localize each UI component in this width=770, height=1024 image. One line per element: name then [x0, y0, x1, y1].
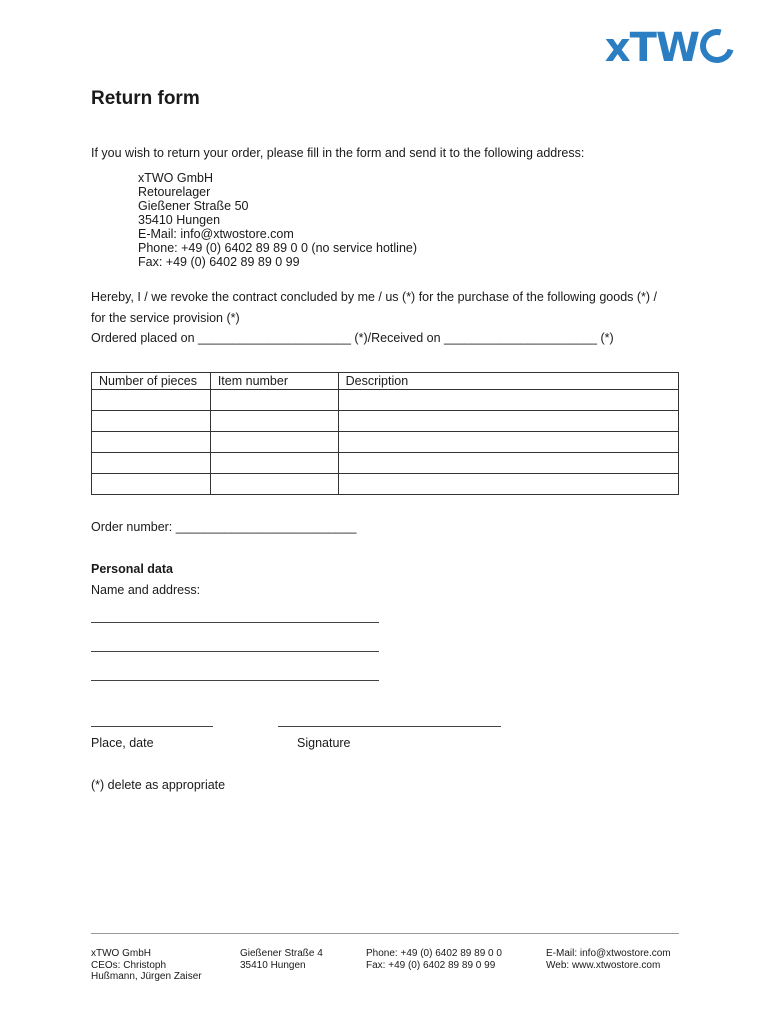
address-line: Gießener Straße 50 [138, 199, 249, 213]
page-title: Return form [91, 88, 200, 109]
ordered-received-line[interactable]: Ordered placed on ______________________ (*)/Received on ______________________ (*) [91, 331, 614, 345]
revoke-line-1: Hereby, I / we revoke the contract concluded by me / us (*) for the purchase of the following goods (*) / [91, 290, 658, 304]
signature-label: Signature [297, 736, 351, 750]
personal-data-heading: Personal data [91, 562, 173, 576]
table-row [92, 390, 679, 411]
col-header-description: Description [338, 373, 678, 390]
item-number-cell[interactable] [210, 432, 338, 453]
pieces-cell[interactable] [92, 432, 211, 453]
item-number-cell[interactable] [210, 390, 338, 411]
name-address-line-3[interactable] [91, 680, 379, 681]
col-header-pieces: Number of pieces [92, 373, 211, 390]
address-line: Retourelager [138, 185, 211, 199]
place-date-label: Place, date [91, 736, 154, 750]
item-number-cell[interactable] [210, 474, 338, 495]
footer-street [240, 948, 323, 971]
address-line: E-Mail: info@xtwostore.com [138, 227, 294, 241]
revoke-line-2: for the service provision (*) [91, 311, 240, 325]
goods-table [91, 372, 679, 495]
name-address-line-2[interactable] [91, 651, 379, 652]
footer-line[interactable]: Web: www.xtwostore.com [546, 959, 661, 971]
footer-line: Hußmann, Jürgen Zaiser [91, 971, 202, 982]
logo-text: xTW [604, 25, 699, 71]
footer-line: xTWO GmbH [91, 948, 151, 959]
description-cell[interactable] [338, 411, 678, 432]
col-header-item-number: Item number [210, 373, 338, 390]
address-line: Fax: +49 (0) 6402 89 89 0 99 [138, 255, 300, 269]
order-number-field[interactable]: Order number: __________________________ [91, 520, 357, 534]
table-row [92, 411, 679, 432]
xtwo-logo [604, 25, 734, 71]
table-row [92, 474, 679, 495]
delete-note: (*) delete as appropriate [91, 778, 226, 792]
footer-divider [91, 933, 679, 934]
pieces-cell[interactable] [92, 411, 211, 432]
name-address-line-1[interactable] [91, 622, 379, 623]
description-cell[interactable] [338, 453, 678, 474]
address-line: xTWO GmbH [138, 171, 213, 185]
intro-text: If you wish to return your order, please fill in the form and send it to the following address: [91, 146, 585, 160]
item-number-cell[interactable] [210, 411, 338, 432]
description-cell[interactable] [338, 390, 678, 411]
return-address [138, 171, 417, 269]
pieces-cell[interactable] [92, 474, 211, 495]
table-row [92, 432, 679, 453]
description-cell[interactable] [338, 432, 678, 453]
signature-line[interactable] [278, 726, 501, 727]
place-date-line[interactable] [91, 726, 213, 727]
footer-line: 35410 Hungen [240, 959, 306, 971]
footer-line[interactable]: E-Mail: info@xtwostore.com [546, 948, 671, 959]
footer-line: Phone: +49 (0) 6402 89 89 0 0 [366, 948, 502, 959]
description-cell[interactable] [338, 474, 678, 495]
name-address-label: Name and address: [91, 583, 201, 597]
footer-company [91, 948, 202, 983]
pieces-cell[interactable] [92, 390, 211, 411]
footer-line: CEOs: Christoph [91, 959, 167, 971]
table-header-row [92, 373, 679, 390]
footer-contact [546, 948, 671, 971]
address-line: Phone: +49 (0) 6402 89 89 0 0 (no service hotline) [138, 241, 418, 255]
footer-line: Fax: +49 (0) 6402 89 89 0 99 [366, 959, 496, 971]
table-row [92, 453, 679, 474]
item-number-cell[interactable] [210, 453, 338, 474]
footer-phone [366, 948, 502, 971]
address-line: 35410 Hungen [138, 213, 221, 227]
logo-o-ring-icon [694, 23, 740, 69]
pieces-cell[interactable] [92, 453, 211, 474]
footer-line: Gießener Straße 4 [240, 948, 323, 959]
